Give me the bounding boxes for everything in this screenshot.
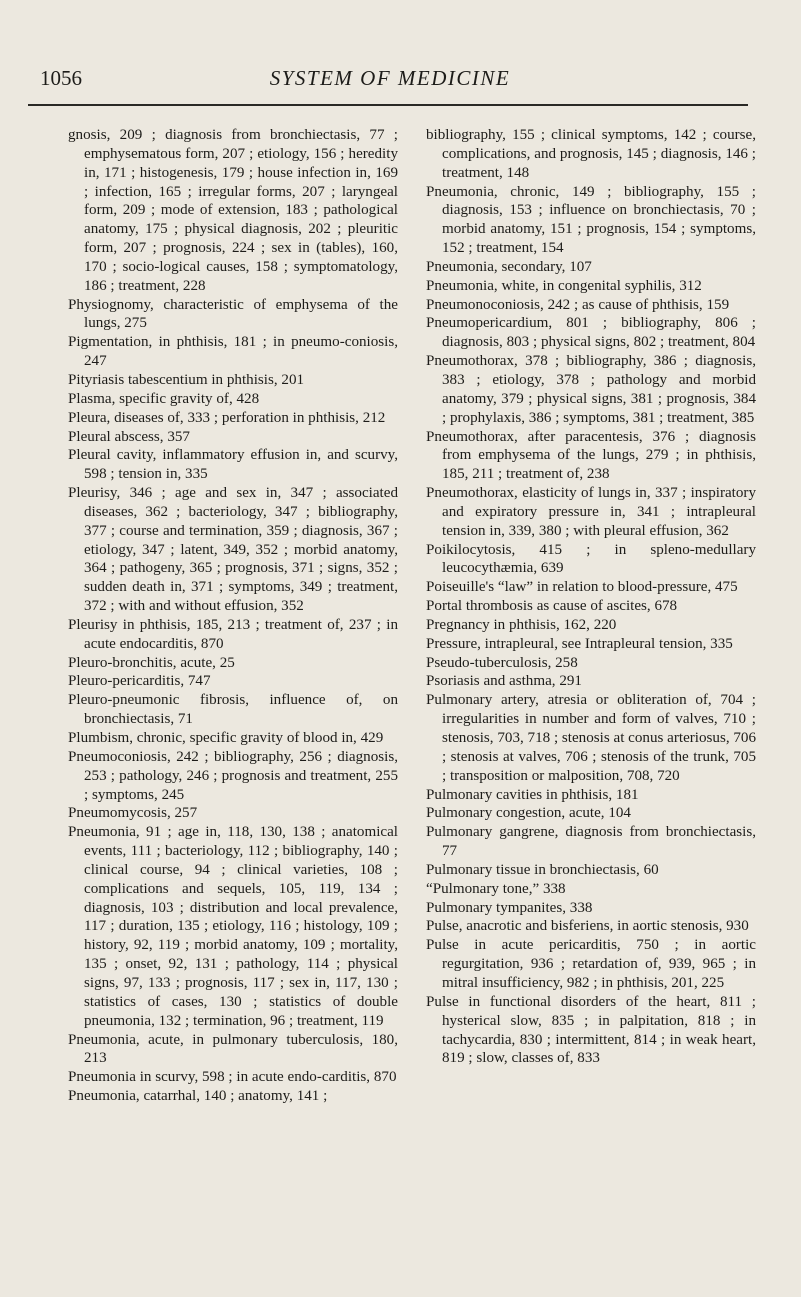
index-entry: Pulmonary artery, atresia or obliteration of, 704 ; irregularities in number and form of valves, 710 ; stenosis, 703, 718 ; stenosis at conus arteriosus, 706 ; stenosis at valves, 706 ; stenosis of the trunk, 705 ; transposition or malposition, 708, 720 [426,692,757,784]
index-entry: Pneumonia, white, in congenital syphilis, 312 [426,277,702,294]
index-entry: gnosis, 209 ; diagnosis from bronchiectasis, 77 ; emphysematous form, 207 ; etiology, 156 ; heredity in, 171 ; histogenesis, 179 ; house infection in, 169 ; infection, 165 ; irregular forms, 207 ; laryngeal form, 209 ; mode of extension, 183 ; pathological anatomy, 175 ; physical diagnosis, 202 ; pleuritic form, 207 ; prognosis, 224 ; sex in (tables), 160, 170 ; socio-logical causes, 158 ; symptomatology, 186 ; treatment, 228 [68,127,398,294]
index-entry: Pneumoconiosis, 242 ; bibliography, 256 ; diagnosis, 253 ; pathology, 246 ; prognosis and treatment, 255 ; symptoms, 245 [68,748,398,803]
index-entry: Pneumopericardium, 801 ; bibliography, 806 ; diagnosis, 803 ; physical signs, 802 ; treatment, 804 [426,315,756,351]
index-entry: Pseudo-tuberculosis, 258 [426,654,578,671]
index-entry: Pleuro-pneumonic fibrosis, influence of, on bronchiectasis, 71 [68,692,398,728]
index-entry: Pulse in functional disorders of the heart, 811 ; hysterical slow, 835 ; in palpitation, 818 ; in tachycardia, 830 ; intermittent, 814 ; in weak heart, 819 ; slow, classes of, 833 [426,993,756,1067]
index-entry: Pulmonary tympanites, 338 [426,899,593,916]
index-entry: Pneumothorax, after paracentesis, 376 ; diagnosis from emphysema of the lungs, 279 ; in phthisis, 185, 211 ; treatment of, 238 [426,428,756,483]
index-entry: Pleuro-bronchitis, acute, 25 [68,654,235,671]
index-entry: Pleural cavity, inflammatory effusion in, and scurvy, 598 ; tension in, 335 [68,447,398,483]
index-column-left [68,126,398,1106]
index-entry: Pulmonary congestion, acute, 104 [426,805,631,822]
index-entry: Pulmonary cavities in phthisis, 181 [426,786,639,803]
index-entry: Pneumonia, acute, in pulmonary tuberculosis, 180, 213 [68,1031,398,1067]
index-entry: Pregnancy in phthisis, 162, 220 [426,616,617,633]
index-entry: “Pulmonary tone,” 338 [426,880,566,897]
index-entry: Pleurisy, 346 ; age and sex in, 347 ; associated diseases, 362 ; bacteriology, 347 ; bibliography, 377 ; course and termination, 359 ; diagnosis, 367 ; etiology, 347 ; latent, 349, 352 ; morbid anatomy, 364 ; pathogeny, 365 ; prognosis, 371 ; signs, 352 ; sudden death in, 371 ; symptoms, 349 ; treatment, 372 ; with and without effusion, 352 [68,485,398,615]
index-entry: Portal thrombosis as cause of ascites, 678 [426,598,678,615]
running-head: SYSTEM OF MEDICINE [269,66,511,90]
page-header [40,66,740,102]
index-entry: Pressure, intrapleural, see Intrapleural tension, 335 [426,635,733,652]
index-entry: Pneumonia, 91 ; age in, 118, 130, 138 ; anatomical events, 111 ; bacteriology, 112 ; bibliography, 140 ; clinical course, 94 ; clinical varieties, 108 ; complications and sequels, 105, 119, 134 ; diagnosis, 103 ; distribution and local prevalence, 117 ; duration, 135 ; etiology, 116 ; histology, 109 ; history, 92, 119 ; morbid anatomy, 109 ; mortality, 135 ; onset, 92, 131 ; pathology, 114 ; physical signs, 97, 133 ; prognosis, 117 ; sex in, 117, 130 ; statistics of cases, 130 ; statistics of double pneumonia, 132 ; termination, 96 ; treatment, 119 [68,824,398,1029]
index-entry: Pneumothorax, 378 ; bibliography, 386 ; diagnosis, 383 ; etiology, 378 ; pathology and morbid anatomy, 379 ; physical signs, 381 ; prognosis, 384 ; prophylaxis, 386 ; symptoms, 381 ; treatment, 385 [426,353,756,426]
index-entry: bibliography, 155 ; clinical symptoms, 142 ; course, complications, and prognosis, 145 ; diagnosis, 146 ; treatment, 148 [426,127,756,181]
index-entry: Poiseuille's “law” in relation to blood-pressure, 475 [426,579,738,596]
index-entry: Pleura, diseases of, 333 ; perforation in phthisis, 212 [68,409,386,426]
index-entry: Pneumonia, chronic, 149 ; bibliography, 155 ; diagnosis, 153 ; influence on bronchiectasis, 70 ; morbid anatomy, 151 ; prognosis, 154 ; symptoms, 152 ; treatment, 154 [426,183,756,257]
index-entry: Pleurisy in phthisis, 185, 213 ; treatment of, 237 ; in acute endocarditis, 870 [68,616,398,652]
index-entry: Pneumonia, secondary, 107 [426,258,592,275]
index-entry: Pityriasis tabescentium in phthisis, 201 [68,371,305,388]
index-entry: Pneumonoconiosis, 242 ; as cause of phthisis, 159 [426,296,730,313]
index-entry: Pleuro-pericarditis, 747 [68,673,211,690]
index-entry: Pigmentation, in phthisis, 181 ; in pneumo-coniosis, 247 [68,334,398,370]
index-entry: Plumbism, chronic, specific gravity of blood in, 429 [68,730,384,746]
index-entry: Pneumonia, catarrhal, 140 ; anatomy, 141 ; [68,1088,328,1105]
index-entry: Physiognomy, characteristic of emphysema of the lungs, 275 [68,296,398,332]
index-entry: Pulmonary gangrene, diagnosis from bronchiectasis, 77 [426,824,756,860]
header-rule [28,104,748,106]
index-entry: Plasma, specific gravity of, 428 [68,390,260,407]
index-entry: Pulse in acute pericarditis, 750 ; in aortic regurgitation, 936 ; retardation of, 939, 965 ; in mitral insufficiency, 982 ; in phthisis, 201, 225 [426,937,756,991]
index-entry: Poikilocytosis, 415 ; in spleno-medullary leucocythæmia, 639 [426,541,756,577]
index-entry: Pulmonary tissue in bronchiectasis, 60 [426,861,659,878]
index-entry: Pneumonia in scurvy, 598 ; in acute endo-carditis, 870 [68,1069,397,1086]
page-number: 1056 [40,66,82,90]
index-entry: Pneumomycosis, 257 [68,805,198,822]
index-entry: Pleural abscess, 357 [68,428,190,445]
index-entry: Psoriasis and asthma, 291 [426,673,582,690]
index-column-right [426,126,756,1068]
index-entry: Pneumothorax, elasticity of lungs in, 337 ; inspiratory and expiratory pressure in, 341 ; intrapleural tension in, 339, 380 ; with pleural effusion, 362 [426,485,756,539]
index-entry: Pulse, anacrotic and bisferiens, in aortic stenosis, 930 [426,918,749,935]
